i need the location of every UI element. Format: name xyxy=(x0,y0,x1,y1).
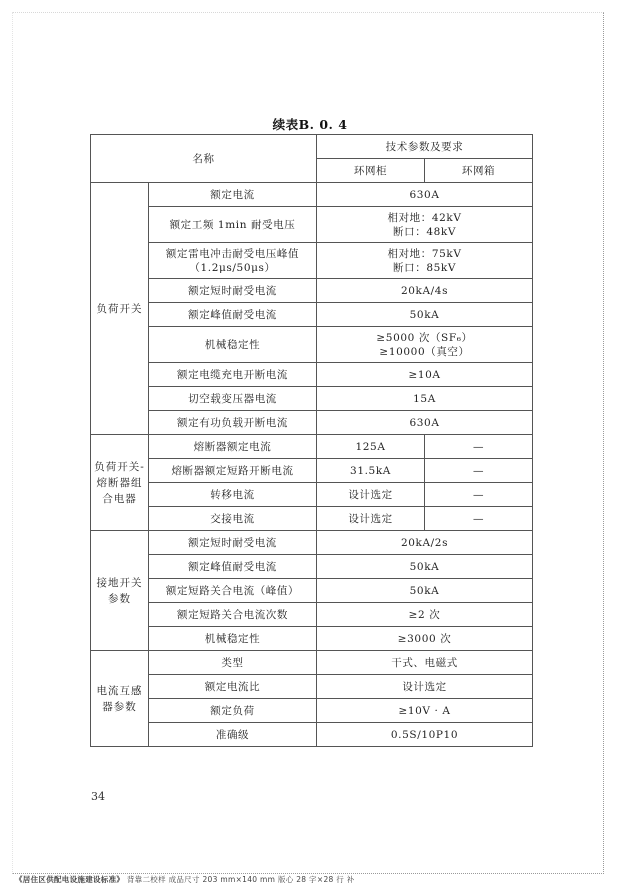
param-value: 15A xyxy=(317,387,533,411)
table-row xyxy=(91,723,533,747)
param-name: 额定短路关合电流次数 xyxy=(149,603,317,627)
param-value: 50kA xyxy=(317,303,533,327)
table-row xyxy=(91,459,533,483)
table-row xyxy=(91,699,533,723)
param-name: 机械稳定性 xyxy=(149,327,317,363)
table-row xyxy=(91,531,533,555)
param-name: 额定短时耐受电流 xyxy=(149,279,317,303)
param-value: 0.5S/10P10 xyxy=(317,723,533,747)
table-row xyxy=(91,243,533,279)
param-name: 额定电缆充电开断电流 xyxy=(149,363,317,387)
param-value: 50kA xyxy=(317,579,533,603)
header-name: 名称 xyxy=(91,135,317,183)
param-value: 相对地：75kV 断口：85kV xyxy=(317,243,533,279)
param-name: 转移电流 xyxy=(149,483,317,507)
table-row xyxy=(91,387,533,411)
param-name: 熔断器额定电流 xyxy=(149,435,317,459)
table-caption: 续表B. 0. 4 xyxy=(272,117,348,132)
param-value-b: — xyxy=(425,507,533,531)
param-value: 630A xyxy=(317,411,533,435)
param-name: 额定负荷 xyxy=(149,699,317,723)
param-name: 额定有功负载开断电流 xyxy=(149,411,317,435)
param-name: 额定短时耐受电流 xyxy=(149,531,317,555)
group-earthing-switch: 接地开关参数 xyxy=(91,531,149,651)
header-col-b: 环网箱 xyxy=(425,159,533,183)
table-row xyxy=(91,579,533,603)
table-row xyxy=(91,435,533,459)
table-row xyxy=(91,183,533,207)
param-value-a: 125A xyxy=(317,435,425,459)
param-name: 机械稳定性 xyxy=(149,627,317,651)
param-name: 额定电流 xyxy=(149,183,317,207)
footer-book-title: 《居住区供配电设施建设标准》 xyxy=(15,875,125,884)
param-name: 额定短路关合电流（峰值） xyxy=(149,579,317,603)
table-row xyxy=(91,675,533,699)
print-footer xyxy=(15,874,355,885)
param-value: ≥2 次 xyxy=(317,603,533,627)
table-row xyxy=(91,303,533,327)
param-name: 额定雷电冲击耐受电压峰值 （1.2μs/50μs） xyxy=(149,243,317,279)
param-value-a: 设计选定 xyxy=(317,483,425,507)
param-value: 630A xyxy=(317,183,533,207)
param-name: 熔断器额定短路开断电流 xyxy=(149,459,317,483)
param-name: 额定峰值耐受电流 xyxy=(149,303,317,327)
param-value-b: — xyxy=(425,483,533,507)
param-value-a: 31.5kA xyxy=(317,459,425,483)
param-value-b: — xyxy=(425,435,533,459)
param-name: 交接电流 xyxy=(149,507,317,531)
param-name: 额定电流比 xyxy=(149,675,317,699)
param-value: ≥10A xyxy=(317,363,533,387)
param-value: 20kA/4s xyxy=(317,279,533,303)
param-name: 切空载变压器电流 xyxy=(149,387,317,411)
header-row xyxy=(91,135,533,159)
footer-proof-info: 背靠二校样 成品尺寸 203 mm×140 mm 版心 28 字×28 行 补 xyxy=(124,875,355,884)
param-name: 准确级 xyxy=(149,723,317,747)
table-row xyxy=(91,279,533,303)
param-value-a: 设计选定 xyxy=(317,507,425,531)
table-row xyxy=(91,603,533,627)
param-value: 相对地：42kV 断口：48kV xyxy=(317,207,533,243)
param-name: 类型 xyxy=(149,651,317,675)
table-row xyxy=(91,483,533,507)
table-row xyxy=(91,327,533,363)
param-value: 干式、电磁式 xyxy=(317,651,533,675)
table-row xyxy=(91,363,533,387)
group-current-transformer: 电流互感器参数 xyxy=(91,651,149,747)
group-load-switch: 负荷开关 xyxy=(91,183,149,435)
page-number: 34 xyxy=(91,790,105,803)
table-row xyxy=(91,651,533,675)
param-name: 额定工频 1min 耐受电压 xyxy=(149,207,317,243)
header-col-a: 环网柜 xyxy=(317,159,425,183)
table-row xyxy=(91,411,533,435)
param-value: 50kA xyxy=(317,555,533,579)
header-tech: 技术参数及要求 xyxy=(317,135,533,159)
group-fuse-combo: 负荷开关-熔断器组合电器 xyxy=(91,435,149,531)
spec-table xyxy=(90,134,533,747)
table-row xyxy=(91,507,533,531)
param-value: ≥3000 次 xyxy=(317,627,533,651)
param-value: 设计选定 xyxy=(317,675,533,699)
table-row xyxy=(91,627,533,651)
param-value: 20kA/2s xyxy=(317,531,533,555)
param-name: 额定峰值耐受电流 xyxy=(149,555,317,579)
param-value: ≥5000 次（SF₆） ≥10000（真空） xyxy=(317,327,533,363)
param-value: ≥10V · A xyxy=(317,699,533,723)
table-row xyxy=(91,555,533,579)
table-row xyxy=(91,207,533,243)
param-value-b: — xyxy=(425,459,533,483)
